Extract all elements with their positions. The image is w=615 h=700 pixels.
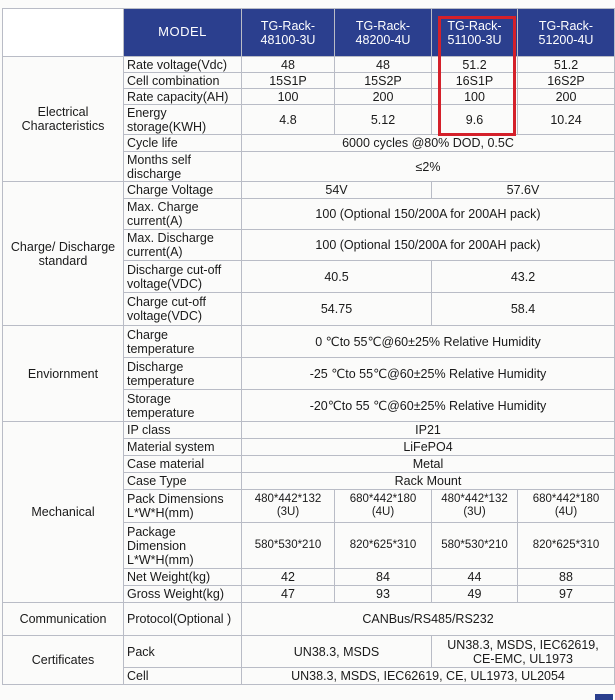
row-label: Months self discharge: [124, 152, 242, 182]
row-label: Storage temperature: [124, 390, 242, 422]
cell-value: 4.8: [242, 105, 335, 135]
row-label: Discharge temperature: [124, 358, 242, 390]
cell-value: UN38.3, MSDS, IEC62619, CE, UL1973, UL2054: [242, 668, 615, 685]
cell-value: 93: [335, 586, 432, 603]
model-header: MODEL: [124, 9, 242, 57]
cell-value: 100 (Optional 150/200A for 200AH pack): [242, 230, 615, 261]
cell-value: 100 (Optional 150/200A for 200AH pack): [242, 199, 615, 230]
cell-value: 51.2: [518, 57, 615, 73]
row-label: Charge Voltage: [124, 182, 242, 199]
category-environment: Enviornment: [3, 326, 124, 422]
model-name: TG-Rack-48100-3U: [242, 9, 335, 57]
cell-value: 580*530*210: [432, 523, 518, 569]
cell-value: 200: [335, 89, 432, 105]
row-label: Energy storage(KWH): [124, 105, 242, 135]
cell-value: 15S2P: [335, 73, 432, 89]
row-label: Pack Dimensions L*W*H(mm): [124, 490, 242, 523]
cell-value: 51.2: [432, 57, 518, 73]
header-row: [3, 9, 615, 57]
row-label: Case material: [124, 456, 242, 473]
cell-value: 48: [242, 57, 335, 73]
cell-value: 680*442*180 (4U): [335, 490, 432, 523]
row-label: Gross Weight(kg): [124, 586, 242, 603]
cell-value: 97: [518, 586, 615, 603]
cell-value: 43.2: [432, 261, 615, 293]
row-label: Max. Discharge current(A): [124, 230, 242, 261]
cell-value: 5.12: [335, 105, 432, 135]
model-name: TG-Rack-48200-4U: [335, 9, 432, 57]
row-label: Material system: [124, 439, 242, 456]
cell-value: 54.75: [242, 293, 432, 326]
cell-value: 6000 cycles @80% DOD, 0.5C: [242, 135, 615, 152]
cell-value: -25 ℃to 55℃@60±25% Relative Humidity: [242, 358, 615, 390]
cell-value: 100: [432, 89, 518, 105]
row-label: Cycle life: [124, 135, 242, 152]
cell-value: 680*442*180 (4U): [518, 490, 615, 523]
cell-value: 57.6V: [432, 182, 615, 199]
category-electrical: Electrical Characteristics: [3, 57, 124, 182]
header-corner: [3, 9, 124, 57]
cell-value: LiFePO4: [242, 439, 615, 456]
spec-table: [2, 8, 615, 685]
cell-value: 10.24: [518, 105, 615, 135]
cell-value: 16S2P: [518, 73, 615, 89]
row-label: Case Type: [124, 473, 242, 490]
row-label: IP class: [124, 422, 242, 439]
cell-value: 42: [242, 569, 335, 586]
cell-value: 40.5: [242, 261, 432, 293]
cell-value: 49: [432, 586, 518, 603]
category-mechanical: Mechanical: [3, 422, 124, 603]
cell-value: 820*625*310: [518, 523, 615, 569]
row-label: Cell: [124, 668, 242, 685]
category-certificates: Certificates: [3, 636, 124, 685]
cell-value: 15S1P: [242, 73, 335, 89]
cell-value: Metal: [242, 456, 615, 473]
cell-value: 820*625*310: [335, 523, 432, 569]
row-label: Rate capacity(AH): [124, 89, 242, 105]
cell-value: UN38.3, MSDS: [242, 636, 432, 668]
cell-value: 480*442*132 (3U): [432, 490, 518, 523]
cell-value: 580*530*210: [242, 523, 335, 569]
cell-value: 0 ℃to 55℃@60±25% Relative Humidity: [242, 326, 615, 358]
cell-value: 9.6: [432, 105, 518, 135]
row-label: Charge temperature: [124, 326, 242, 358]
cell-value: 88: [518, 569, 615, 586]
row-label: Charge cut-off voltage(VDC): [124, 293, 242, 326]
cell-value: CANBus/RS485/RS232: [242, 603, 615, 636]
category-communication: Communication: [3, 603, 124, 636]
cell-value: 58.4: [432, 293, 615, 326]
cell-value: 44: [432, 569, 518, 586]
cell-value: 16S1P: [432, 73, 518, 89]
model-name: TG-Rack-51100-3U: [432, 9, 518, 57]
category-charge: Charge/ Discharge standard: [3, 182, 124, 326]
row-label: Rate voltage(Vdc): [124, 57, 242, 73]
cell-value: ≤2%: [242, 152, 615, 182]
cell-value: IP21: [242, 422, 615, 439]
cell-value: 480*442*132 (3U): [242, 490, 335, 523]
cell-value: 84: [335, 569, 432, 586]
model-name: TG-Rack-51200-4U: [518, 9, 615, 57]
corner-marker-icon: [595, 694, 613, 700]
row-label: Max. Charge current(A): [124, 199, 242, 230]
cell-value: -20℃to 55 ℃@60±25% Relative Humidity: [242, 390, 615, 422]
cell-value: 100: [242, 89, 335, 105]
cell-value: 200: [518, 89, 615, 105]
cell-value: 47: [242, 586, 335, 603]
row-label: Pack: [124, 636, 242, 668]
cell-value: 48: [335, 57, 432, 73]
row-label: Net Weight(kg): [124, 569, 242, 586]
cell-value: UN38.3, MSDS, IEC62619, CE-EMC, UL1973: [432, 636, 615, 668]
row-label: Cell combination: [124, 73, 242, 89]
row-label: Protocol(Optional ): [124, 603, 242, 636]
cell-value: 54V: [242, 182, 432, 199]
row-label: Discharge cut-off voltage(VDC): [124, 261, 242, 293]
cell-value: Rack Mount: [242, 473, 615, 490]
row-label: Package Dimension L*W*H(mm): [124, 523, 242, 569]
